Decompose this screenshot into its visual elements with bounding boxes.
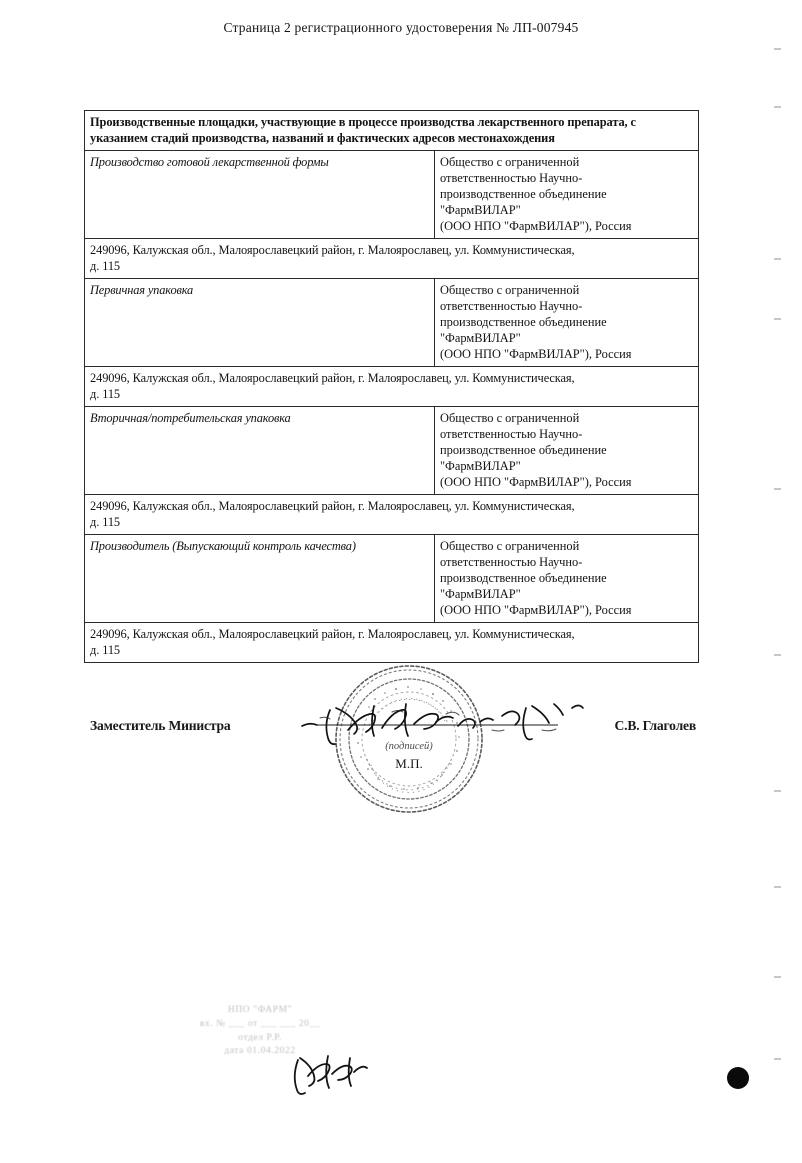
table-row (85, 239, 699, 279)
handwritten-initials (288, 1052, 368, 1098)
organization-cell (435, 151, 699, 239)
org-line: (ООО НПО "ФармВИЛАР"), Россия (440, 475, 632, 489)
address-line: 249096, Калужская обл., Малоярославецкий район, г. Малоярославец, ул. Коммунистическая, (90, 243, 575, 257)
scan-edge-marks (770, 0, 794, 1163)
table-row (85, 535, 699, 623)
table-row (85, 279, 699, 367)
page-header: Страница 2 регистрационного удостоверения № ЛП-007945 (223, 20, 579, 35)
table-row (85, 151, 699, 239)
org-line: Общество с ограниченной (440, 411, 580, 425)
address-line: д. 115 (90, 259, 121, 273)
address-line: д. 115 (90, 387, 121, 401)
stage-label: Производитель (Выпускающий контроль качества) (85, 535, 435, 623)
stage-label: Первичная упаковка (85, 279, 435, 367)
stage-label: Производство готовой лекарственной формы (85, 151, 435, 239)
manufacturing-sites-table (84, 110, 699, 663)
org-line: производственное объединение (440, 571, 607, 585)
organization-cell (435, 535, 699, 623)
org-line: "ФармВИЛАР" (440, 459, 521, 473)
org-line: "ФармВИЛАР" (440, 331, 521, 345)
org-line: производственное объединение (440, 443, 607, 457)
table-row (85, 407, 699, 495)
stamp-line: дата 01.04.2022 (224, 1046, 296, 1057)
organization-cell (435, 407, 699, 495)
org-line: ответственностью Научно- (440, 171, 583, 185)
address-cell (85, 367, 699, 407)
incoming-registration-stamp (140, 1004, 380, 1074)
address-cell (85, 495, 699, 535)
address-line: д. 115 (90, 515, 121, 529)
signatory-name: С.В. Глаголев (614, 718, 696, 733)
scan-artifact-dot (727, 1067, 749, 1089)
stage-label: Вторичная/потребительская упаковка (85, 407, 435, 495)
organization-cell (435, 279, 699, 367)
table-row (85, 623, 699, 663)
org-line: "ФармВИЛАР" (440, 203, 521, 217)
table-row (85, 495, 699, 535)
signature-row (84, 718, 698, 740)
address-line: 249096, Калужская обл., Малоярославецкий район, г. Малоярославец, ул. Коммунистическая, (90, 627, 575, 641)
org-line: ответственностью Научно- (440, 299, 583, 313)
org-line: "ФармВИЛАР" (440, 587, 521, 601)
stamp-line: отдел Р.Р. (238, 1032, 282, 1043)
stamp-line: вх. № ___ от ___ ___ 20__ (199, 1018, 321, 1029)
stamp-line: НПО "ФАРМ" (227, 1005, 293, 1015)
signatory-title: Заместитель Министра (90, 718, 231, 733)
table-header-cell: Производственные площадки, участвующие в процессе производства лекарственного препарата, с указанием стадий производства, названий и фактических адресов местонахождения (85, 111, 699, 151)
table-header-row (85, 111, 699, 151)
org-line: Общество с ограниченной (440, 283, 580, 297)
address-line: 249096, Калужская обл., Малоярославецкий район, г. Малоярославец, ул. Коммунистическая, (90, 499, 575, 513)
org-line: ответственностью Научно- (440, 555, 583, 569)
address-cell (85, 623, 699, 663)
address-line: 249096, Калужская обл., Малоярославецкий район, г. Малоярославец, ул. Коммунистическая, (90, 371, 575, 385)
org-line: (ООО НПО "ФармВИЛАР"), Россия (440, 603, 632, 617)
org-line: ответственностью Научно- (440, 427, 583, 441)
seal-podpis-label: (подписей) (385, 741, 433, 752)
table-row (85, 367, 699, 407)
org-line: производственное объединение (440, 187, 607, 201)
address-line: д. 115 (90, 643, 121, 657)
initials-stroke-icon (288, 1052, 368, 1098)
org-line: Общество с ограниченной (440, 155, 580, 169)
org-line: (ООО НПО "ФармВИЛАР"), Россия (440, 219, 632, 233)
seal-mp-label: М.П. (395, 756, 423, 771)
org-line: (ООО НПО "ФармВИЛАР"), Россия (440, 347, 632, 361)
org-line: Общество с ограниченной (440, 539, 580, 553)
address-cell (85, 239, 699, 279)
org-line: производственное объединение (440, 315, 607, 329)
